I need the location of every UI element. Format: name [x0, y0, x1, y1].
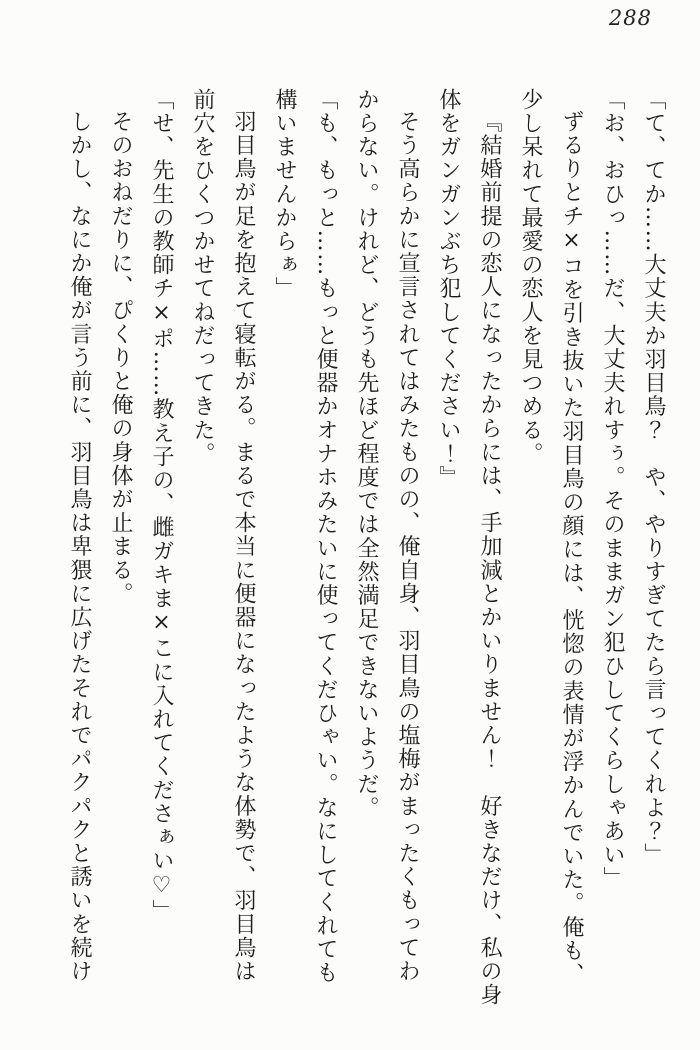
text-line: 「も、もっと……もっと便器かオナホみたいに使ってくだひゃい。なにしてくれても: [313, 88, 338, 985]
text-line: 『結婚前提の恋人になったからには、手加減とかいりません！ 好きなだけ、私の身: [477, 110, 502, 1007]
text-line: しかし、なにか俺が言う前に、羽目鳥は卑猥に広げたそれでパクパクと誘いを続け: [67, 110, 92, 984]
text-line: からない。けれど、どうも先ほど程度では全然満足できないようだ。: [354, 88, 379, 820]
text-line: 「せ、先生の教師チ×ポ……教え子の、雌ガキま×こに入れてくださぁい♡」: [149, 88, 174, 923]
text-line: ずるりとチ×コを引き抜いた羽目鳥の顔には、恍惚の表情が浮かんでいた。俺も、: [559, 110, 584, 987]
text-line: 羽目鳥が足を抱えて寝転がる。まるで本当に便器になったような体勢で、羽目鳥は: [231, 110, 256, 984]
page-text: [59, 88, 674, 1040]
text-line: 少し呆れて最愛の恋人を見つめる。: [518, 88, 543, 466]
text-line: 「て、てか……大丈夫か羽目鳥？ や、やりすぎてたら言ってくれよ？」: [641, 88, 666, 867]
text-line: そのおねだりに、ぴくりと俺の身体が止まる。: [108, 110, 133, 606]
text-line: そう高らかに宣言されてはみたものの、俺自身、羽目鳥の塩梅がまったくもってわ: [395, 110, 420, 984]
text-line: 構いませんからぁ」: [272, 88, 297, 301]
text-line: 前穴をひくつかせてねだってきた。: [190, 88, 215, 466]
text-line: 「お、おひっ……だ、大丈夫れすぅ。そのままガン犯ひしてくらしゃあい」: [600, 88, 625, 891]
page-number: 288: [608, 6, 652, 30]
text-line: 体をガンガンぶち犯してください！』: [436, 88, 461, 490]
